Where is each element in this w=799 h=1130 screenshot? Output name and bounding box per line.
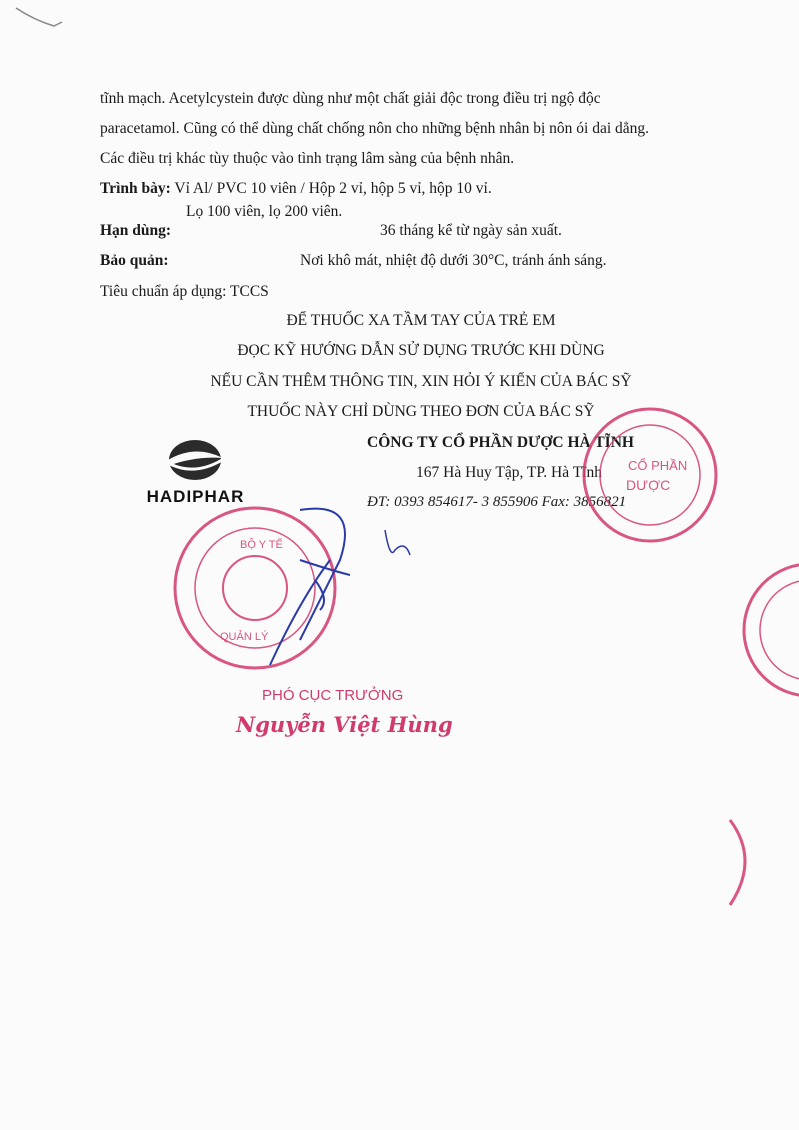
shelf-life-field	[100, 222, 171, 240]
shelf-life-value: 36 tháng kể từ ngày sản xuất.	[380, 222, 562, 239]
ministry-stamp	[175, 508, 335, 668]
storage-label: Bảo quản:	[100, 252, 169, 269]
storage-field	[100, 252, 169, 270]
warning-line: ĐỂ THUỐC XA TẦM TAY CỦA TRẺ EM	[286, 312, 556, 329]
svg-text:DƯỢC: DƯỢC	[626, 477, 671, 493]
company-phone: ĐT: 0393 854617- 3 855906 Fax: 3856821	[367, 494, 627, 510]
shelf-life-label: Hạn dùng:	[100, 222, 172, 239]
svg-text:CỔ PHẦN: CỔ PHẦN	[628, 458, 688, 473]
signatory-name: Nguyễn Việt Hùng	[236, 712, 453, 737]
company-stamp	[584, 409, 716, 541]
standard-text: Tiêu chuẩn áp dụng: TCCS	[100, 283, 269, 300]
warning-line: ĐỌC KỸ HƯỚNG DẪN SỬ DỤNG TRƯỚC KHI DÙNG	[237, 342, 605, 359]
paragraph-line: tĩnh mạch. Acetylcystein được dùng như một chất giải độc trong điều trị ngộ độc	[100, 90, 601, 107]
presentation-value-2: Lọ 100 viên, lọ 200 viên.	[186, 203, 343, 220]
signature	[270, 509, 410, 665]
page-corner-mark	[14, 0, 74, 30]
logo-text: HADIPHAR	[146, 487, 245, 506]
svg-text:QUẢN LÝ: QUẢN LÝ	[220, 631, 269, 643]
paragraph-line: Các điều trị khác tùy thuộc vào tình trạng lâm sàng của bệnh nhân.	[100, 150, 515, 167]
svg-text:BỘ Y TẾ: BỘ Y TẾ	[240, 539, 283, 551]
signatory-title: PHÓ CỤC TRƯỞNG	[262, 687, 404, 704]
presentation-field	[100, 180, 492, 198]
paragraph-text	[100, 84, 742, 174]
partial-stamp-right-2	[730, 820, 745, 905]
warning-line: THUỐC NÀY CHỈ DÙNG THEO ĐƠN CỦA BÁC SỸ	[247, 403, 595, 420]
presentation-label: Trình bày:	[100, 180, 171, 197]
storage-value: Nơi khô mát, nhiệt độ dưới 30°C, tránh ánh sáng.	[300, 252, 607, 269]
company-address: 167 Hà Huy Tập, TP. Hà Tĩnh	[416, 464, 602, 481]
partial-stamp-right	[744, 564, 799, 696]
company-name: CÔNG TY CỔ PHẦN DƯỢC HÀ TĨNH	[367, 434, 634, 451]
warning-line: NẾU CẦN THÊM THÔNG TIN, XIN HỎI Ý KIẾN CỦA BÁC SỸ	[210, 373, 632, 390]
presentation-value: Vỉ Al/ PVC 10 viên / Hộp 2 vỉ, hộp 5 vỉ, hộp 10 vỉ.	[174, 180, 492, 197]
paragraph-line: paracetamol. Cũng có thể dùng chất chống nôn cho những bệnh nhân bị nôn ói dai dẳng.	[100, 120, 650, 137]
